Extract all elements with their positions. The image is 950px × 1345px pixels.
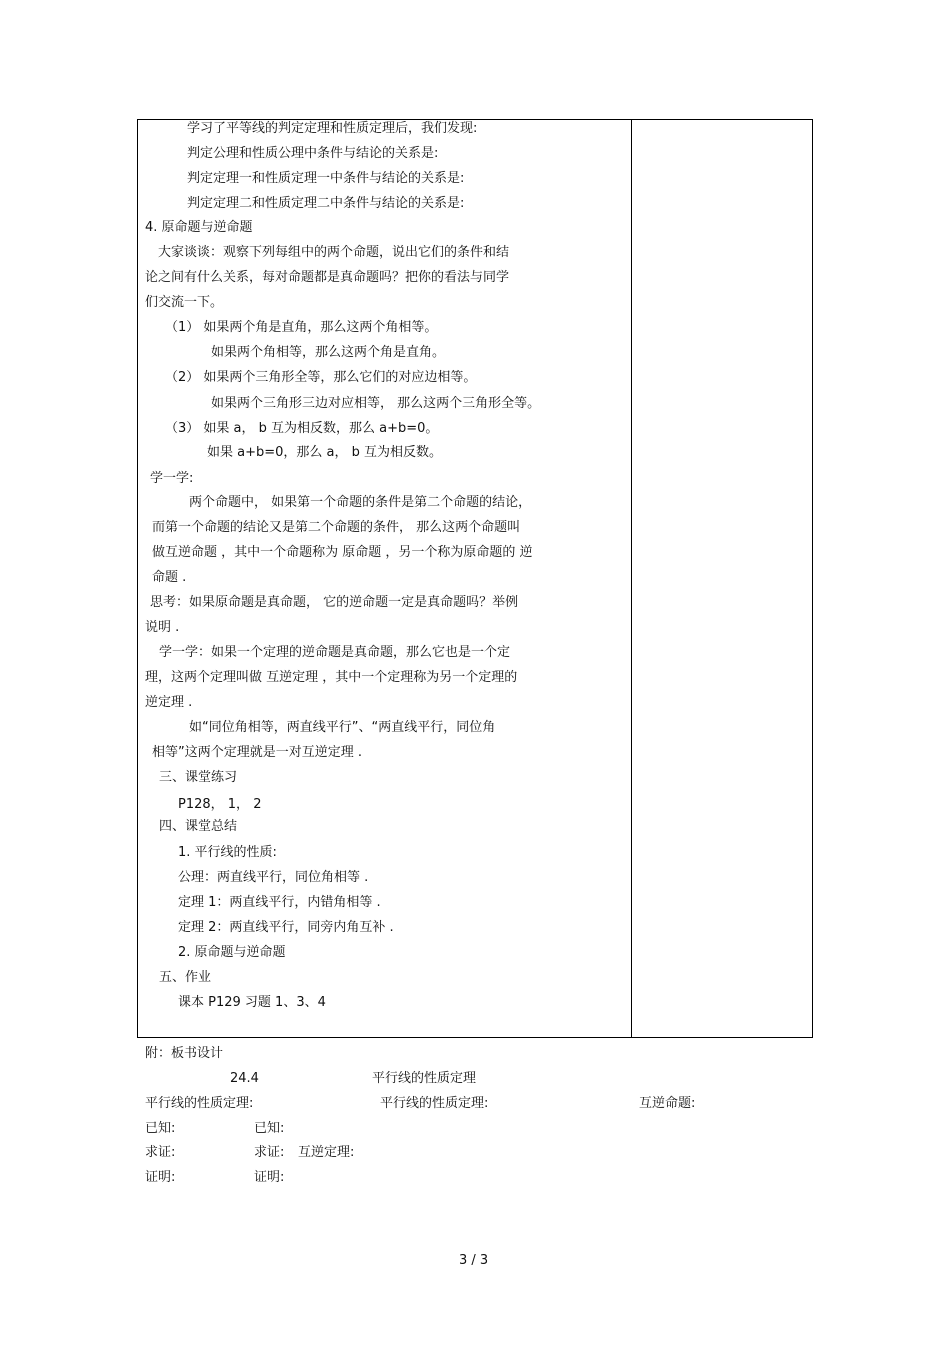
text-line: 论之间有什么关系，每对命题都是真命题吗？把你的看法与同学 xyxy=(145,270,510,285)
text-line: 定理 1：两直线平行，内错角相等 . xyxy=(178,895,381,910)
text-line: 大家谈谈：观察下列每组中的两个命题，说出它们的条件和结 xyxy=(158,245,510,260)
text-line: 判定公理和性质公理中条件与结论的关系是: xyxy=(187,146,439,161)
board-label: 证明: xyxy=(254,1170,285,1185)
text-line: 定理 2：两直线平行，同旁内角互补 . xyxy=(178,920,394,935)
appendix-heading: 附：板书设计 xyxy=(145,1046,224,1061)
subheading: 学一学: xyxy=(150,471,194,486)
board-label: 证明: xyxy=(145,1170,176,1185)
board-label: 已知: xyxy=(254,1121,285,1136)
text-line: 们交流一下。 xyxy=(145,295,224,310)
text-line: 课本 P129 习题 1、3、4 xyxy=(178,995,326,1010)
page-number: 3 / 3 xyxy=(459,1253,489,1268)
text-line: （2） 如果两个三角形全等，那么它们的对应边相等。 xyxy=(165,370,477,385)
text-line: 命题 . xyxy=(152,570,187,585)
text-line: 学习了平等线的判定定理和性质定理后，我们发现: xyxy=(187,121,478,136)
text-line: 判定定理一和性质定理一中条件与结论的关系是: xyxy=(187,171,465,186)
section-title: 平行线的性质定理 xyxy=(372,1071,477,1086)
column-header: 互逆命题: xyxy=(639,1096,696,1111)
text-line: 如果 a+b=0，那么 a， b 互为相反数。 xyxy=(207,445,443,460)
text-line: 逆定理 . xyxy=(145,695,193,710)
board-label: 已知: xyxy=(145,1121,176,1136)
text-line: 而第一个命题的结论又是第二个命题的条件， 那么这两个命题叫 xyxy=(152,520,521,535)
text-line: 2. 原命题与逆命题 xyxy=(178,945,286,960)
text-line: 做互逆命题 ，其中一个命题称为 原命题 ，另一个称为原命题的 逆 xyxy=(152,545,533,560)
section-heading: 四、课堂总结 xyxy=(159,819,238,834)
text-line: 学一学：如果一个定理的逆命题是真命题，那么它也是一个定 xyxy=(159,645,511,660)
text-line: 1. 平行线的性质: xyxy=(178,845,277,860)
text-line: 理，这两个定理叫做 互逆定理 ，其中一个定理称为另一个定理的 xyxy=(145,670,518,685)
text-line: 两个命题中， 如果第一个命题的条件是第二个命题的结论， xyxy=(189,495,532,510)
text-line: P128， 1， 2 xyxy=(178,797,262,812)
text-line: 如“同位角相等，两直线平行”、“两直线平行，同位角 xyxy=(189,720,496,735)
text-line: 如果两个角相等，那么这两个角是直角。 xyxy=(211,345,446,360)
text-line: 判定定理二和性质定理二中条件与结论的关系是: xyxy=(187,196,465,211)
column-header: 平行线的性质定理: xyxy=(380,1096,489,1111)
text-line: （1） 如果两个角是直角，那么这两个角相等。 xyxy=(165,320,438,335)
text-line: 思考：如果原命题是真命题， 它的逆命题一定是真命题吗？举例 xyxy=(150,595,519,610)
text-line: 说明 . xyxy=(145,620,180,635)
column-header: 平行线的性质定理: xyxy=(145,1096,254,1111)
board-label: 求证: xyxy=(254,1145,285,1160)
board-label: 互逆定理: xyxy=(298,1145,355,1160)
section-heading: 4. 原命题与逆命题 xyxy=(145,220,253,235)
text-line: 如果两个三角形三边对应相等， 那么这两个三角形全等。 xyxy=(211,396,541,411)
text-line: 公理：两直线平行，同位角相等 . xyxy=(178,870,369,885)
section-number: 24.4 xyxy=(230,1071,259,1086)
board-label: 求证: xyxy=(145,1145,176,1160)
table-column-divider xyxy=(631,119,632,1038)
section-heading: 五、作业 xyxy=(159,970,212,985)
text-line: 相等”这两个定理就是一对互逆定理 . xyxy=(152,745,362,760)
text-line: （3） 如果 a， b 互为相反数，那么 a+b=0。 xyxy=(165,421,439,436)
section-heading: 三、课堂练习 xyxy=(159,770,238,785)
